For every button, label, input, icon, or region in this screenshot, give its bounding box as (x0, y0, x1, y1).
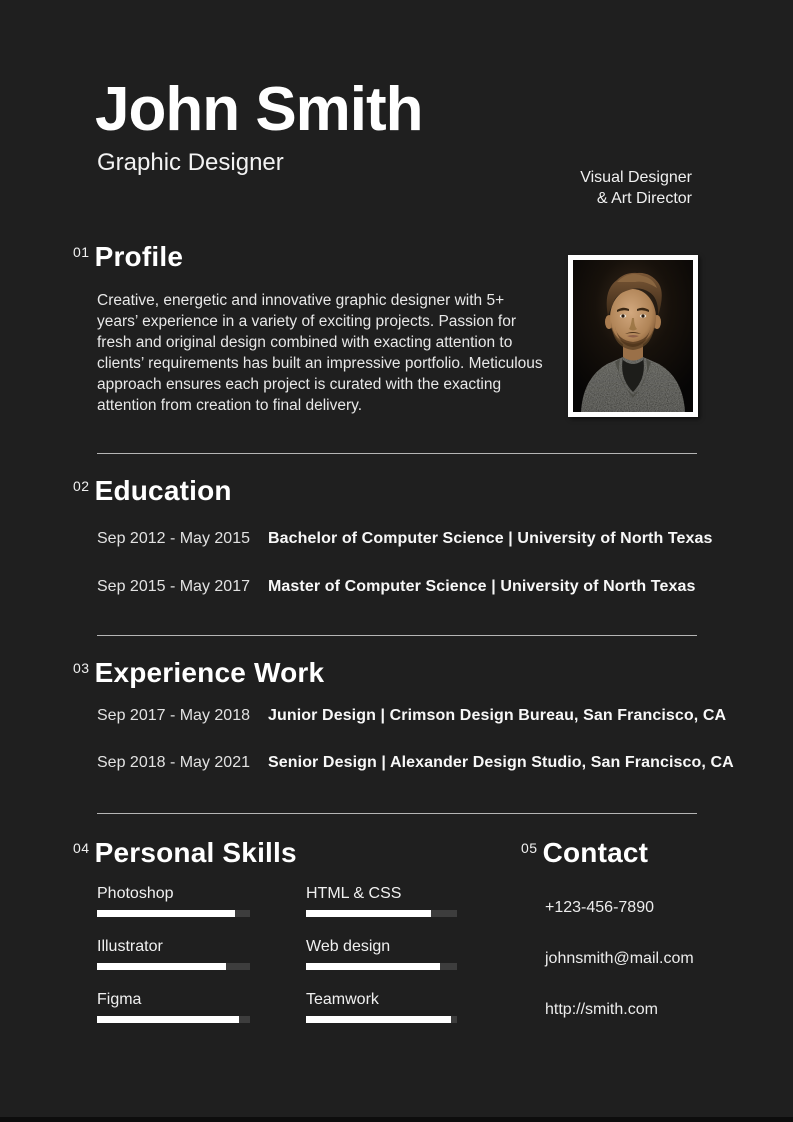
skill-item (306, 991, 457, 1023)
divider (97, 453, 697, 454)
tagline (580, 167, 692, 209)
divider (97, 635, 697, 636)
skill-label: Figma (97, 991, 142, 1008)
skills-column-right (306, 885, 457, 1044)
experience-detail: Junior Design | Crimson Design Bureau, San Francisco, CA (268, 707, 727, 724)
section-heading-education (73, 477, 232, 505)
section-number: 04 (73, 840, 90, 856)
skill-bar (306, 963, 457, 970)
skill-label: Photoshop (97, 885, 174, 902)
skill-item (97, 991, 250, 1023)
skill-bar-fill (97, 910, 235, 917)
section-number: 03 (73, 660, 90, 676)
education-dates: Sep 2012 - May 2015 (97, 530, 250, 547)
page-bottom-edge (0, 1117, 793, 1122)
section-title: Experience Work (94, 657, 325, 688)
skill-item (97, 938, 250, 970)
skill-bar (306, 910, 457, 917)
section-heading-skills (73, 839, 297, 867)
section-title: Personal Skills (94, 837, 297, 868)
section-title: Education (94, 475, 232, 506)
skill-bar (306, 1016, 457, 1023)
skill-label: Illustrator (97, 938, 163, 955)
tagline-line1: Visual Designer (580, 169, 692, 186)
section-number: 01 (73, 244, 90, 260)
experience-row (97, 754, 734, 772)
skill-bar (97, 1016, 250, 1023)
education-detail: Bachelor of Computer Science | University of North Texas (268, 530, 713, 547)
education-row (97, 578, 695, 596)
skill-label: Teamwork (306, 991, 379, 1008)
education-row (97, 530, 713, 548)
section-number: 05 (521, 840, 538, 856)
section-heading-profile (73, 243, 183, 271)
skills-column-left (97, 885, 250, 1044)
education-detail: Master of Computer Science | University of North Texas (268, 578, 696, 595)
portrait-photo (568, 255, 698, 417)
section-title: Profile (94, 241, 184, 272)
person-name: John Smith (95, 75, 423, 144)
experience-detail: Senior Design | Alexander Design Studio, San Francisco, CA (268, 754, 734, 771)
contact-email: johnsmith@mail.com (545, 950, 694, 967)
portrait-photo-image (573, 260, 693, 412)
profile-summary: Creative, energetic and innovative graphic designer with 5+ years’ experience in a variety of exciting projects. Passion for fresh and original design combined with exacting attention to clients’ requirements has built an impressive portfolio. Meticulous approach ensures each project is curated with the exacting attention from creation to final delivery. (97, 292, 543, 414)
skill-item (97, 885, 250, 917)
contact-phone: +123-456-7890 (545, 899, 654, 916)
section-heading-contact (521, 839, 648, 867)
experience-row (97, 707, 726, 725)
section-heading-experience (73, 659, 324, 687)
skill-bar-fill (97, 963, 226, 970)
contact-website: http://smith.com (545, 1001, 658, 1018)
skill-item (306, 938, 457, 970)
skill-label: Web design (306, 938, 391, 955)
skill-bar-fill (306, 910, 431, 917)
skill-bar-fill (97, 1016, 239, 1023)
experience-dates: Sep 2018 - May 2021 (97, 754, 250, 771)
experience-dates: Sep 2017 - May 2018 (97, 707, 250, 724)
skill-label: HTML & CSS (306, 885, 402, 902)
tagline-line2: & Art Director (596, 190, 692, 207)
contact-list (545, 899, 694, 1052)
skill-item (306, 885, 457, 917)
skill-bar (97, 910, 250, 917)
skill-bar-fill (306, 963, 440, 970)
divider (97, 813, 697, 814)
section-title: Contact (542, 837, 649, 868)
job-title: Graphic Designer (97, 149, 284, 176)
skill-bar (97, 963, 250, 970)
skill-bar-fill (306, 1016, 451, 1023)
section-number: 02 (73, 478, 90, 494)
education-dates: Sep 2015 - May 2017 (97, 578, 250, 595)
